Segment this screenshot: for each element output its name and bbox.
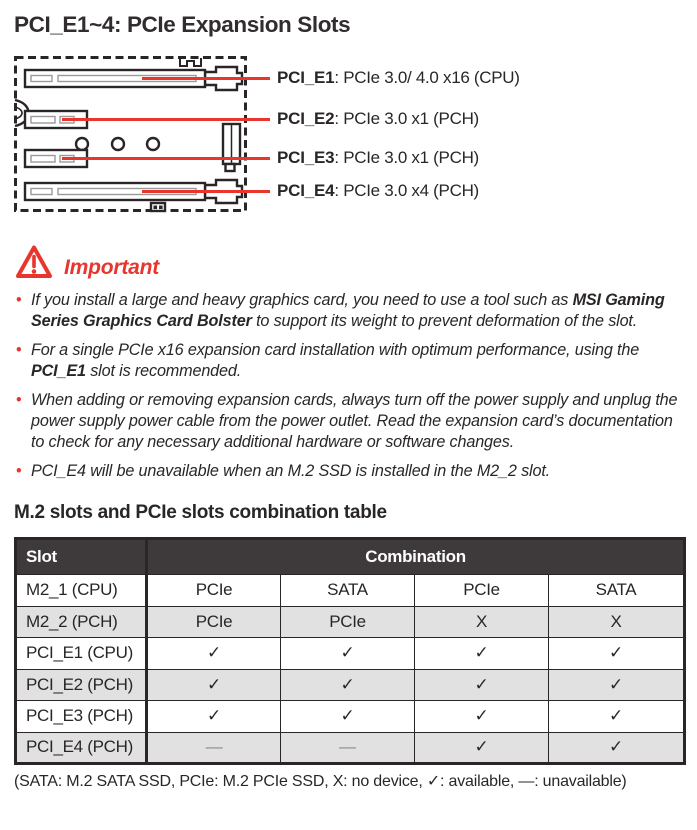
table-cell: SATA (281, 575, 415, 607)
row-label: PCI_E2 (PCH) (16, 669, 147, 701)
table-row (16, 669, 685, 701)
row-label: PCI_E3 (PCH) (16, 701, 147, 733)
table-cell: — (281, 732, 415, 764)
table-cell: ✓ (147, 638, 281, 670)
table-cell: ✓ (281, 701, 415, 733)
important-section-header (14, 242, 683, 281)
bullet-text: If you install a large and heavy graphics card, you need to use a tool such as (31, 291, 573, 309)
important-bullet (14, 290, 683, 332)
bottom-jumper (151, 203, 165, 211)
table-cell: X (415, 606, 549, 638)
combination-table (14, 537, 686, 765)
slot-name: PCI_E4 (277, 181, 335, 200)
slot-label-pci-e3 (277, 147, 479, 169)
row-label: PCI_E4 (PCH) (16, 732, 147, 764)
important-bullets (14, 290, 683, 482)
motherboard-slot-illustration (14, 56, 274, 216)
table-cell: PCIe (147, 575, 281, 607)
table-cell: PCIe (415, 575, 549, 607)
bullet-text: When adding or removing expansion cards, always turn off the power supply and unplug the power supply power cable from the power outlet. Read the expansion card’s documentation to check for any necessary additional hardware or software changes. (31, 391, 678, 451)
table-cell: ✓ (415, 701, 549, 733)
important-bullet (14, 340, 683, 382)
table-cell: ✓ (147, 669, 281, 701)
slot-desc: : PCIe 3.0 x4 (PCH) (334, 181, 479, 200)
top-connector (180, 58, 201, 66)
table-cell: X (549, 606, 685, 638)
slot-label-pci-e1 (277, 67, 520, 89)
table-legend: (SATA: M.2 SATA SSD, PCIe: M.2 PCIe SSD, X: no device, ✓: available, —: unavailable) (14, 773, 627, 790)
bullet-text: to support its weight to prevent deformation of the slot. (251, 312, 638, 330)
table-cell: ✓ (549, 701, 685, 733)
slot-name: PCI_E1 (277, 68, 335, 87)
page-title: PCI_E1~4: PCIe Expansion Slots (14, 12, 351, 37)
bullet-text: PCI_E4 will be unavailable when an M.2 SSD is installed in the M2_2 slot. (31, 462, 551, 480)
table-row (16, 701, 685, 733)
bullet-text: slot is recommended. (85, 362, 242, 380)
mounting-hole (112, 138, 124, 150)
mounting-hole (147, 138, 159, 150)
slot-desc: : PCIe 3.0 x1 (PCH) (334, 109, 479, 128)
table-cell: ✓ (549, 732, 685, 764)
header-cell-combination: Combination (147, 539, 685, 575)
table-cell: ✓ (415, 669, 549, 701)
table-cell: PCIe (147, 606, 281, 638)
bullet-text: For a single PCIe x16 expansion card installation with optimum performance, using the (31, 341, 640, 359)
table-cell: ✓ (281, 638, 415, 670)
table-cell: ✓ (549, 638, 685, 670)
combination-table-heading: M.2 slots and PCIe slots combination table (14, 502, 387, 523)
pcie-slots-diagram (14, 56, 683, 216)
slot-desc: : PCIe 3.0/ 4.0 x16 (CPU) (334, 68, 520, 87)
slot-label-pci-e4 (277, 180, 479, 202)
slot-label-pci-e2 (277, 108, 479, 130)
table-row (16, 732, 685, 764)
row-label: M2_2 (PCH) (16, 606, 147, 638)
mounting-hole (76, 138, 88, 150)
row-label: PCI_E1 (CPU) (16, 638, 147, 670)
slot-name: PCI_E2 (277, 109, 335, 128)
table-row (16, 638, 685, 670)
table-header-row (16, 539, 685, 575)
slot-name: PCI_E3 (277, 148, 335, 167)
slot-desc: : PCIe 3.0 x1 (PCH) (334, 148, 479, 167)
important-bullet (14, 390, 683, 453)
table-cell: — (147, 732, 281, 764)
row-label: M2_1 (CPU) (16, 575, 147, 607)
table-cell: ✓ (281, 669, 415, 701)
table-cell: ✓ (549, 669, 685, 701)
table-row (16, 606, 685, 638)
bullet-bold-text: PCI_E1 (31, 362, 86, 380)
table-cell: SATA (549, 575, 685, 607)
warning-triangle-icon (14, 242, 54, 281)
table-cell: ✓ (415, 732, 549, 764)
right-header-connector (223, 124, 240, 171)
header-cell-slot: Slot (16, 539, 147, 575)
bullet-bold-text: MSI Gaming Series Graphics Card Bolster (31, 291, 665, 330)
table-cell: ✓ (147, 701, 281, 733)
important-heading: Important (64, 256, 160, 279)
table-cell: ✓ (415, 638, 549, 670)
table-cell: PCIe (281, 606, 415, 638)
table-row (16, 575, 685, 607)
important-bullet (14, 461, 683, 482)
